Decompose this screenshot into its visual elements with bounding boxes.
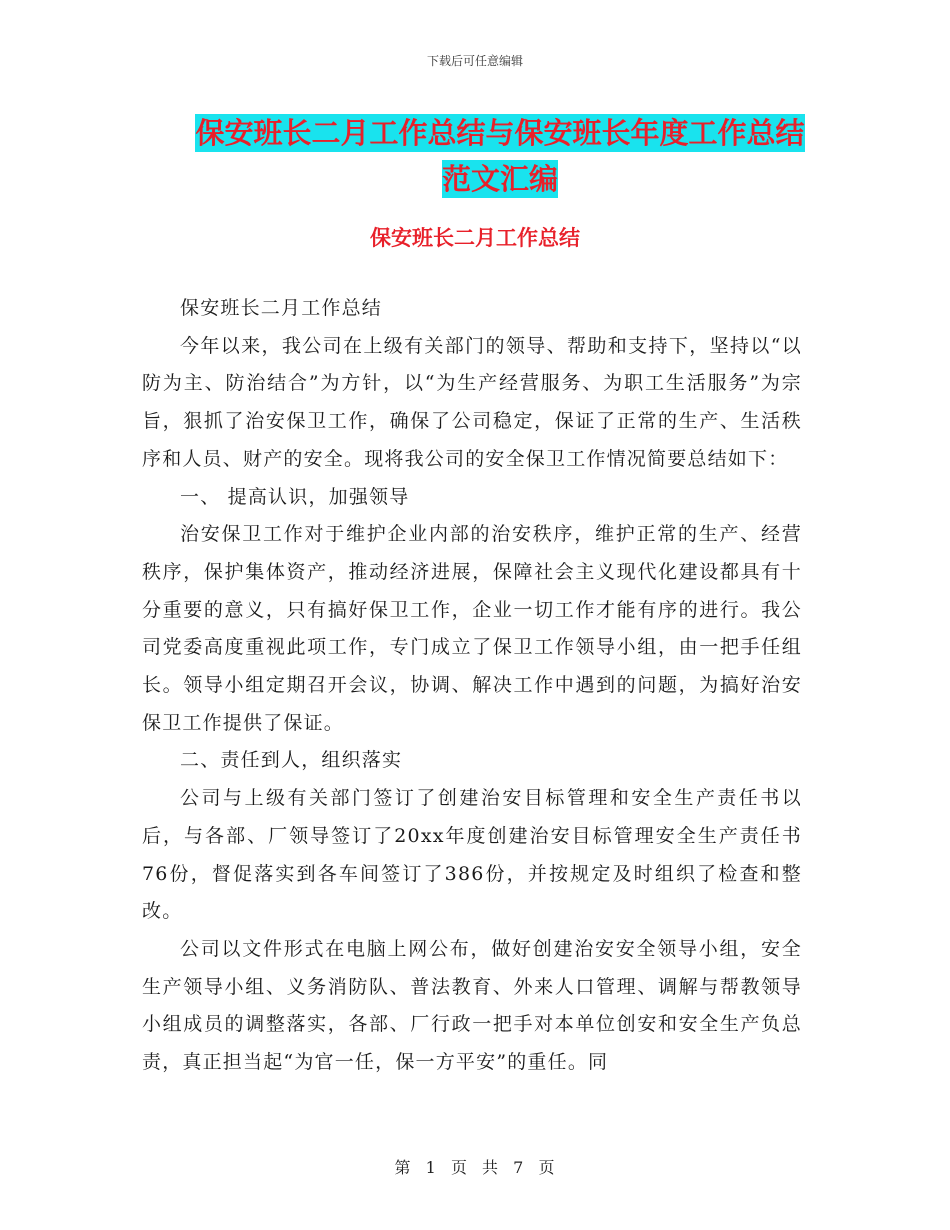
main-title [190, 110, 810, 202]
footer-ye: 页 [538, 1158, 556, 1177]
section-title: 保安班长二月工作总结 [370, 226, 580, 250]
body-text [142, 290, 802, 1082]
paragraph: 今年以来，我公司在上级有关部门的领导、帮助和支持下，坚持以“以防为主、防治结合”为方针，以“为生产经营服务、为职工生活服务”为宗旨，狠抓了治安保卫工作，确保了公司稳定，保证了正常的生产、生活秩序和人员、财产的安全。现将我公司的安全保卫工作情况简要总结如下： [142, 334, 802, 470]
paragraph: 治安保卫工作对于维护企业内部的治安秩序，维护正常的生产、经营秩序，保护集体资产，推动经济进展，保障社会主义现代化建设都具有十分重要的意义，只有搞好保卫工作，企业一切工作才能有序的进行。我公司党委高度重视此项工作，专门成立了保卫工作领导小组，由一把手任组长。领导小组定期召开会议，协调、解决工作中遇到的问题，为搞好治安保卫工作提供了保证。 [142, 523, 802, 734]
main-title-text: 保安班长二月工作总结与保安班长年度工作总结范文汇编 [195, 116, 805, 196]
footer-di: 第 [394, 1158, 412, 1177]
footer-total-pages: 7 [513, 1158, 525, 1177]
page-footer [0, 1155, 950, 1178]
footer-ye: 页 [450, 1158, 468, 1177]
paragraph: 公司以文件形式在电脑上网公布，做好创建治安安全领导小组，安全生产领导小组、义务消防队、普法教育、外来人口管理、调解与帮教领导小组成员的调整落实，各部、厂行政一把手对本单位创安和安全生产负总责，真正担当起“为官一任，保一方平安”的重任。同 [142, 937, 802, 1074]
footer-page-number: 1 [425, 1158, 437, 1177]
paragraph-heading: 一、 提高认识，加强领导 [180, 485, 410, 508]
paragraph: 保安班长二月工作总结 [180, 297, 383, 319]
paragraph-heading: 二、责任到人，组织落实 [180, 749, 403, 772]
header-note: 下载后可任意编辑 [426, 54, 523, 68]
footer-gong: 共 [482, 1158, 500, 1177]
paragraph: 公司与上级有关部门签订了创建治安目标管理和安全生产责任书以后，与各部、厂领导签订了20xx年度创建治安目标管理安全生产责任书76份，督促落实到各车间签订了386份，并按规定及时组织了检查和整改。 [142, 787, 802, 923]
